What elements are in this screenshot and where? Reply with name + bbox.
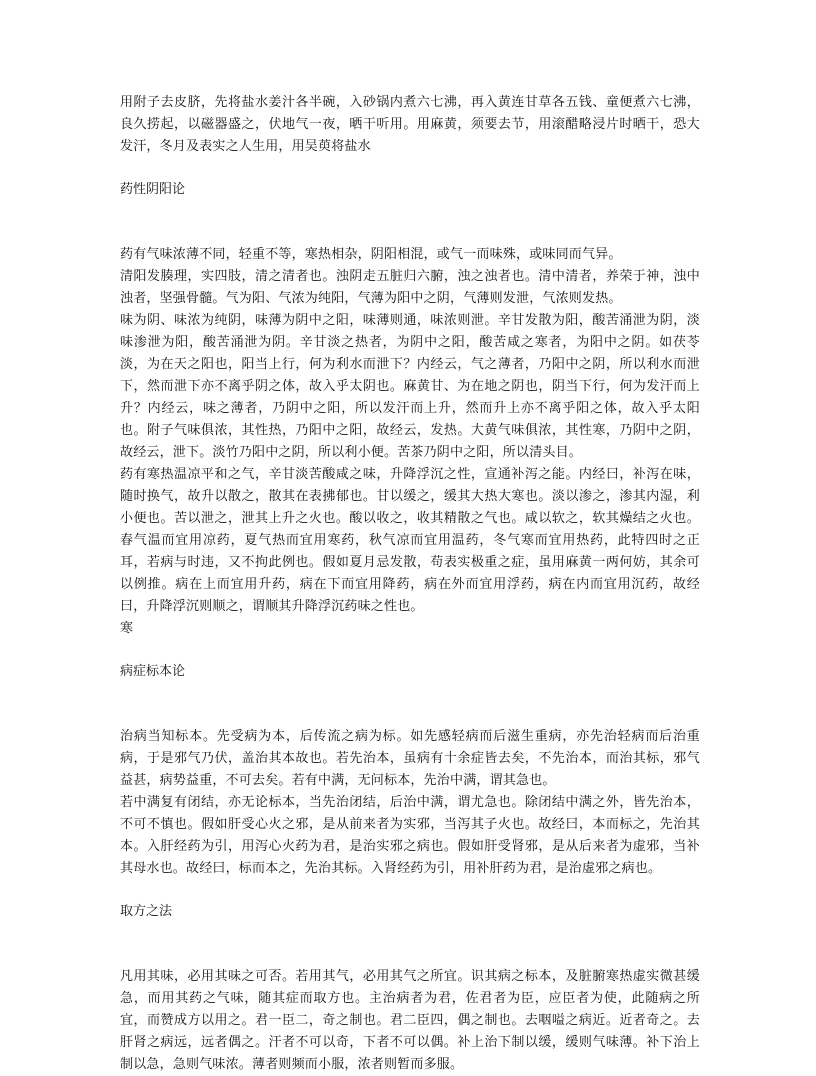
paragraph: 味为阴、味浓为纯阴，味薄为阴中之阳，味薄则通，味浓则泄。辛甘发散为阳，酸苦涌泄为阴，淡味渗泄为阳，酸苦涌泄为阴。辛甘淡之热者，为阴中之阳，酸苦咸之寒者，为阳中之阴。如茯苓淡，为在天之阳也，阳当上行，何为利水而泄下？内经云，气之薄者，乃阳中之阴，所以利水而泄下，然而泄下亦不离乎阴之体，故入乎太阴也。麻黄甘、为在地之阴也，阴当下行，何为发汗而上升？内经云，味之薄者，乃阴中之阳，所以发汗而上升，然而升上亦不离乎阳之体，故入乎太阳也。附子气味俱浓，其性热，乃阳中之阳，故经云，发热。大黄气味俱浓，其性寒，乃阴中之阴，故经云，泄下。淡竹乃阳中之阴，所以利小便。苦茶乃阴中之阳，所以清头目。 (120, 313, 700, 460)
paragraph: 治病当知标本。先受病为本，后传流之病为标。如先感轻病而后滋生重病，亦先治轻病而后治重病，于是邪气乃伏，盖治其本故也。若先治本，虽病有十余症皆去矣，不先治本，而治其标，邪气益甚，病势益重，不可去矣。若有中满，无问标本，先治中满，谓其急也。 (120, 729, 700, 788)
paragraph: 凡用其味，必用其味之可否。若用其气，必用其气之所宜。识其病之标本，及脏腑寒热虚实微甚缓急，而用其药之气味，随其症而取方也。主治病者为君，佐君者为臣，应臣者为使，此随病之所宜，而赞成方以用之。君一臣二，奇之制也。君二臣四，偶之制也。去咽嗌之病近。近者奇之。去肝肾之病远，远者偶之。汗者不可以奇，下者不可以偶。补上治下制以缓，缓则气味薄。补下治上制以急，急则气味浓。薄者则频而小服，浓者则暂而多服。 (120, 969, 700, 1072)
paragraph: 药有寒热温凉平和之气，辛甘淡苦酸咸之味，升降浮沉之性，宣通补泻之能。内经曰，补泻在味，随时换气，故升以散之，散其在表拂郁也。甘以缓之，缓其大热大寒也。淡以渗之，渗其内湿，利小便也。苦以泄之，泄其上升之火也。酸以收之，收其精散之气也。咸以软之，软其燥结之火也。春气温而宜用凉药，夏气热而宜用寒药，秋气凉而宜用温药，冬气寒而宜用热药，此特四时之正耳，若病与时违，又不拘此例也。假如夏月忌发散，苟表实极重之症，虽用麻黄一两何妨，其余可以例推。病在上而宜用升药，病在下而宜用降药，病在外而宜用浮药，病在内而宜用沉药，故经曰，升降浮沉则顺之，谓顺其升降浮沉药味之性也。 (120, 467, 700, 614)
paragraph: 清阳发腠理，实四肢，清之清者也。浊阴走五脏归六腑，浊之浊者也。清中清者，养荣于神，浊中浊者，坚强骨髓。气为阳、气浓为纯阳，气薄为阳中之阴，气薄则发泄，气浓则发热。 (120, 269, 700, 306)
section-heading-qufang: 取方之法 (120, 904, 173, 919)
paragraph: 若中满复有闭结，亦无论标本，当先治闭结，后治中满，谓尤急也。除闭结中满之外，皆先治本，不可不慎也。假如肝受心火之邪，是从前来者为实邪，当泻其子火也。故经曰，本而标之，先治其本。入肝经药为引，用泻心火药为君，是治实邪之病也。假如肝受肾邪，是从后来者为虚邪，当补其母水也。故经曰，标而本之，先治其标。入肾经药为引，用补肝药为君，是治虚邪之病也。 (120, 795, 700, 876)
section-heading-yaoxing: 药性阴阳论 (120, 182, 186, 197)
intro-paragraph: 用附子去皮脐，先将盐水姜汁各半碗，入砂锅内煮六七沸，再入黄连甘草各五钱、童便煮六七沸，良久捞起，以磁器盛之，伏地气一夜，晒干听用。用麻黄，须要去节，用滚醋略浸片时晒干，恐大发汗，冬月及表实之人生用，用吴萸将盐水 (120, 95, 700, 154)
document-page (120, 92, 700, 1076)
paragraph: 寒 (120, 621, 134, 636)
section-heading-bingzheng: 病症标本论 (120, 664, 186, 679)
paragraph: 药有气味浓薄不同，轻重不等，寒热相杂，阴阳相混，或气一而味殊，或味同而气异。 (120, 247, 622, 262)
